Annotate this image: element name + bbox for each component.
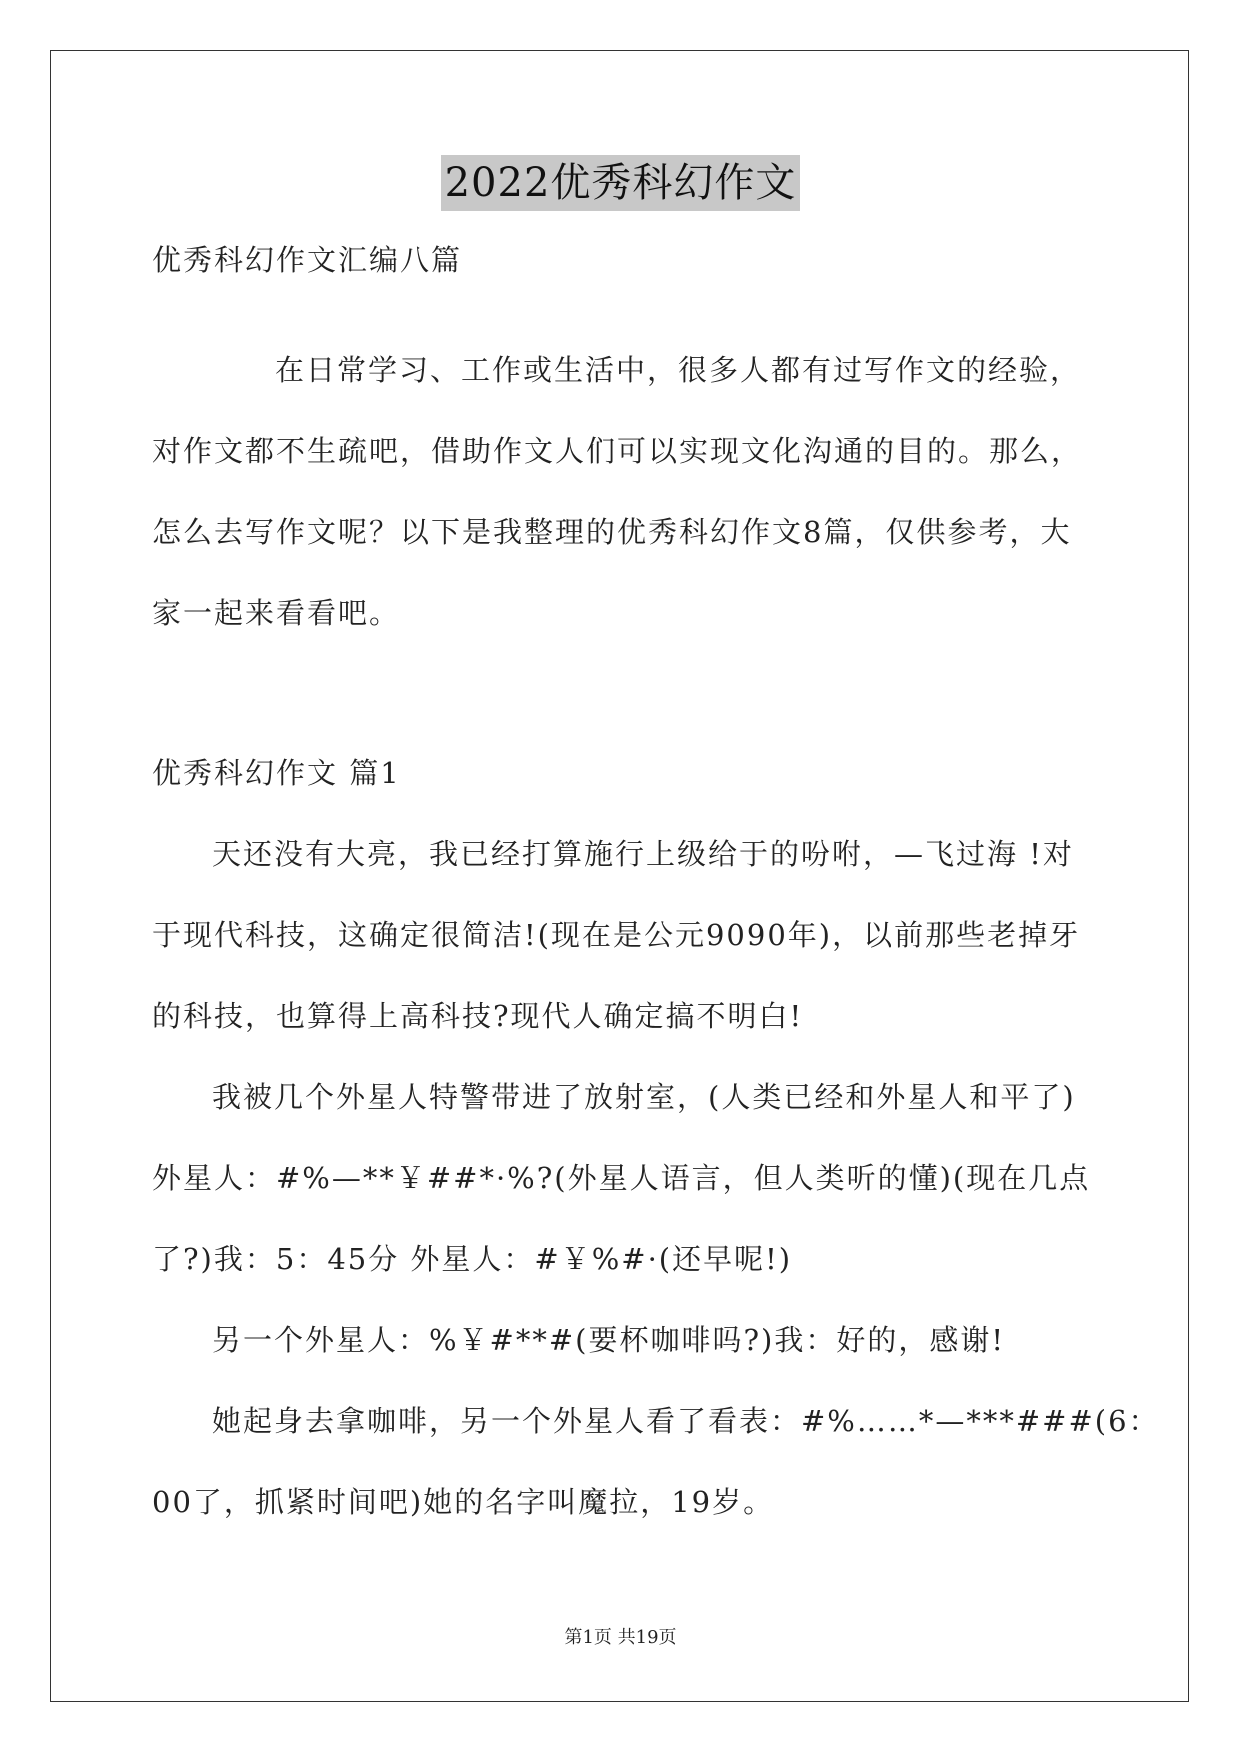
- document-title: 2022优秀科幻作文: [441, 155, 801, 211]
- body-line-8: 她起身去拿咖啡，另一个外星人看了看表：#%……*—***###(6：: [212, 1404, 1160, 1438]
- intro-line-4: 家一起来看看吧。: [152, 596, 401, 630]
- intro-line-3: 怎么去写作文呢？以下是我整理的优秀科幻作文8篇，仅供参考，大: [152, 515, 1072, 549]
- body-line-9: 00了，抓紧时间吧)她的名字叫魔拉，19岁。: [152, 1485, 775, 1519]
- page-footer: 第1页 共19页: [564, 1627, 677, 1648]
- body-line-3: 的科技，也算得上高科技?现代人确定搞不明白!: [152, 999, 804, 1033]
- body-line-7: 另一个外星人：%￥#**#(要杯咖啡吗?)我：好的，感谢!: [212, 1323, 1005, 1357]
- intro-line-1: 在日常学习、工作或生活中，很多人都有过写作文的经验，: [275, 353, 1082, 387]
- document-title-wrap: [0, 155, 1241, 211]
- body-line-2: 于现代科技，这确定很简洁!(现在是公元9090年)，以前那些老掉牙: [152, 918, 1081, 952]
- page-border: [50, 50, 1189, 1702]
- body-line-6: 了?)我：5：45分 外星人：#￥%#·(还早呢!): [152, 1242, 793, 1276]
- intro-line-2: 对作文都不生疏吧，借助作文人们可以实现文化沟通的目的。那么，: [152, 434, 1083, 468]
- section-heading: 优秀科幻作文 篇1: [152, 756, 401, 790]
- body-line-1: 天还没有大亮，我已经打算施行上级给于的吩咐，—飞过海 !对: [212, 837, 1074, 871]
- subtitle: 优秀科幻作文汇编八篇: [152, 243, 463, 277]
- body-line-5: 外星人：#%—**￥##*·%?(外星人语言，但人类听的懂)(现在几点: [152, 1161, 1091, 1195]
- body-line-4: 我被几个外星人特警带进了放射室，(人类已经和外星人和平了): [212, 1080, 1076, 1114]
